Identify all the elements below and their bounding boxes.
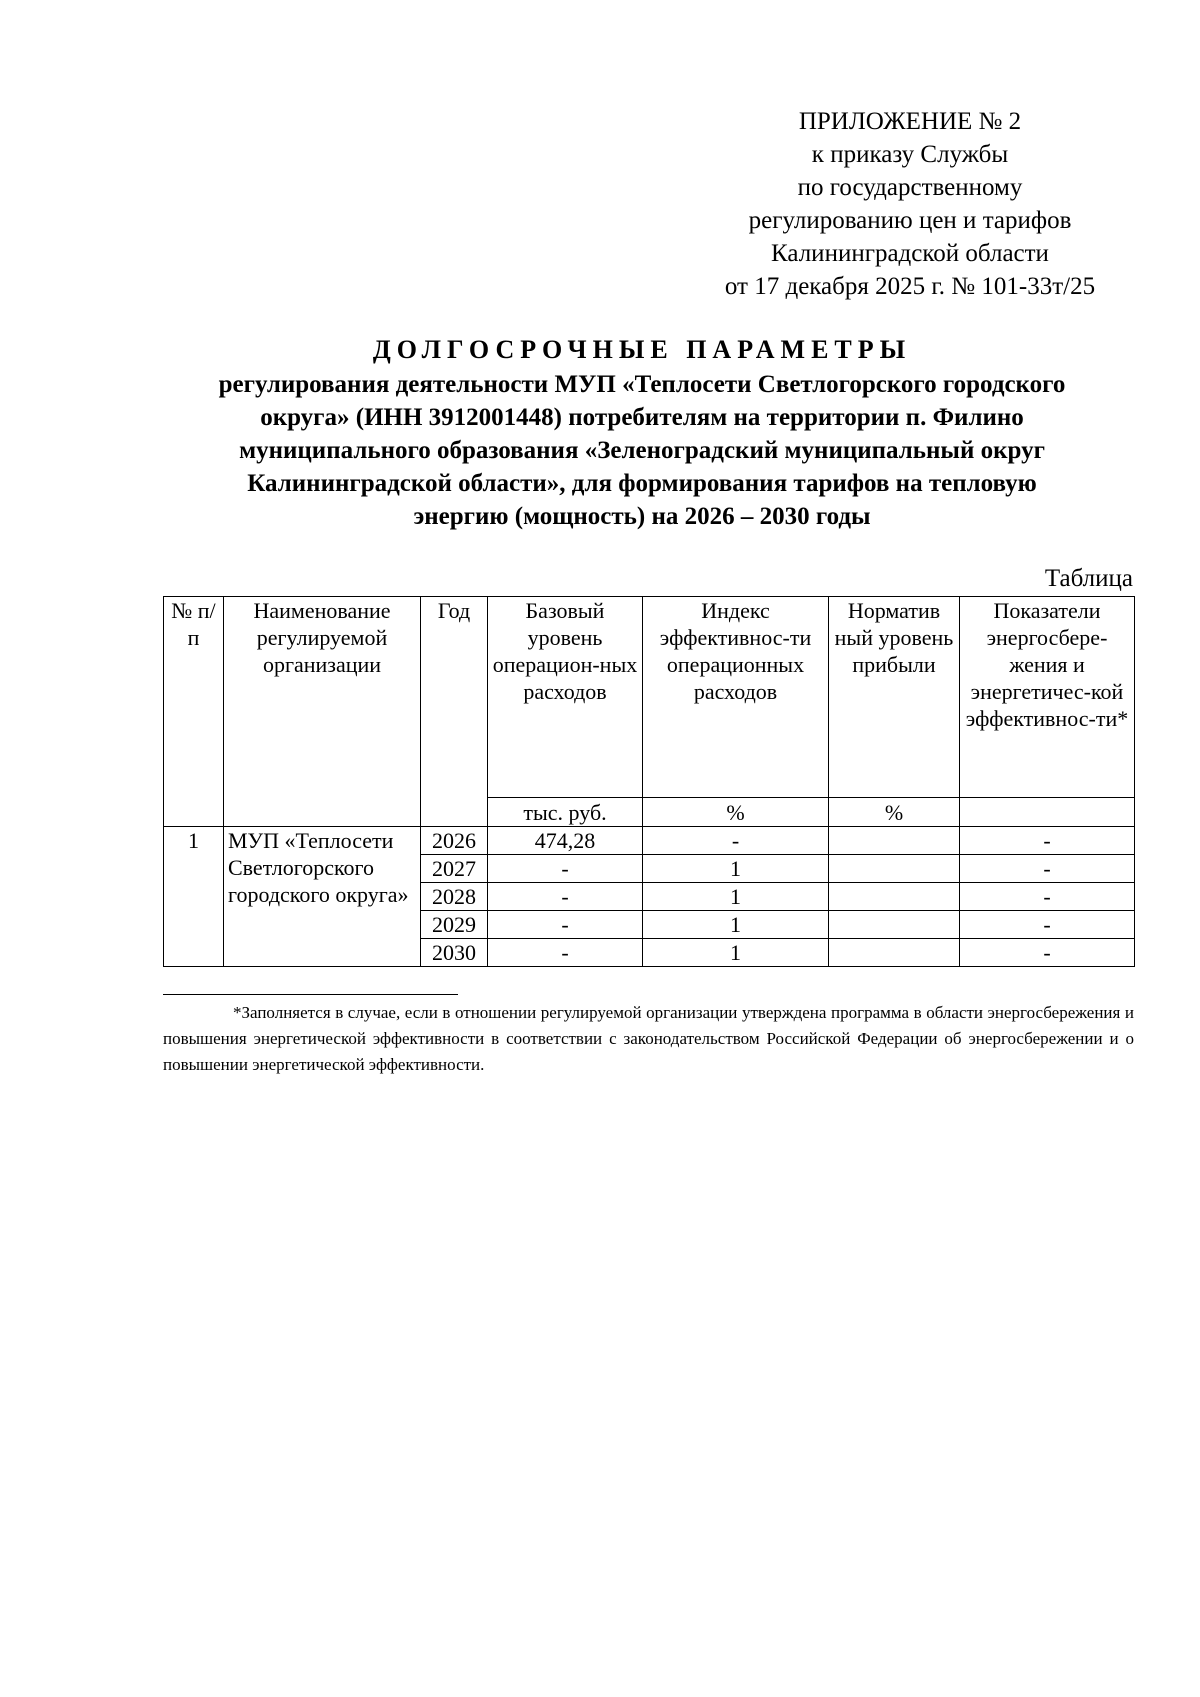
unit-profit: % [829, 798, 960, 827]
unit-base: тыс. руб. [488, 798, 643, 827]
cell-base: - [488, 883, 643, 911]
unit-index: % [643, 798, 829, 827]
cell-index: 1 [643, 883, 829, 911]
cell-base: 474,28 [488, 827, 643, 855]
cell-energy: - [960, 855, 1135, 883]
cell-profit [829, 883, 960, 911]
cell-energy: - [960, 911, 1135, 939]
title-line: муниципального образования «Зеленоградский муниципальный округ [239, 437, 1045, 464]
title-line: регулирования деятельности МУП «Теплосети Светлогорского городского [218, 371, 1066, 398]
cell-profit [829, 939, 960, 967]
cell-year: 2027 [421, 855, 488, 883]
cell-index: 1 [643, 939, 829, 967]
appendix-header [700, 105, 1120, 303]
cell-profit [829, 855, 960, 883]
unit-energy [960, 798, 1135, 827]
organization-name: МУП «Теплосети Светлогорского городского округа» [224, 827, 421, 967]
footnote-divider [163, 994, 458, 995]
appendix-title: ПРИЛОЖЕНИЕ № 2 [798, 108, 1022, 135]
cell-year: 2029 [421, 911, 488, 939]
header-index: Индекс эффективнос-ти операционных расходов [643, 597, 829, 798]
table-row [164, 827, 1135, 855]
title-line: округа» (ИНН 3912001448) потребителям на территории п. Филино [260, 404, 1024, 431]
header-profit: Норматив ный уровень прибыли [829, 597, 960, 798]
header-org: Наименование регулируемой организации [224, 597, 421, 827]
cell-energy: - [960, 883, 1135, 911]
title-heading: ДОЛГОСРОЧНЫЕ ПАРАМЕТРЫ [372, 335, 912, 364]
footnote: *Заполняется в случае, если в отношении регулируемой организации утверждена программа в области энергосбережения и повышения энергетической эффективности в соответствии с законодательством Российской Федерации об энергосбережении и о повышении энергетической эффективности. [163, 1003, 1134, 1074]
title-line: Калининградской области», для формирования тарифов на тепловую [247, 470, 1037, 497]
table-label: Таблица [1044, 565, 1133, 592]
cell-base: - [488, 911, 643, 939]
appendix-line: к приказу Службы [811, 141, 1009, 168]
appendix-line: по государственному [797, 174, 1023, 201]
cell-year: 2030 [421, 939, 488, 967]
cell-base: - [488, 855, 643, 883]
header-energy: Показатели энергосбере-жения и энергетичес-кой эффективнос-ти* [960, 597, 1135, 798]
appendix-line: Калининградской области [771, 240, 1049, 267]
header-year: Год [421, 597, 488, 827]
document-title [150, 333, 1134, 533]
table-header-row [164, 597, 1135, 798]
cell-year: 2028 [421, 883, 488, 911]
header-num: № п/п [164, 597, 224, 827]
cell-index: - [643, 827, 829, 855]
cell-index: 1 [643, 911, 829, 939]
cell-profit [829, 911, 960, 939]
header-base: Базовый уровень операцион-ных расходов [488, 597, 643, 798]
cell-profit [829, 827, 960, 855]
cell-base: - [488, 939, 643, 967]
appendix-line: регулированию цен и тарифов [748, 207, 1072, 234]
cell-energy: - [960, 939, 1135, 967]
appendix-order-date: от 17 декабря 2025 г. № 101-33т/25 [724, 273, 1096, 300]
cell-energy: - [960, 827, 1135, 855]
cell-index: 1 [643, 855, 829, 883]
title-line: энергию (мощность) на 2026 – 2030 годы [413, 503, 871, 530]
cell-year: 2026 [421, 827, 488, 855]
row-number: 1 [164, 827, 224, 967]
parameters-table [163, 596, 1135, 967]
